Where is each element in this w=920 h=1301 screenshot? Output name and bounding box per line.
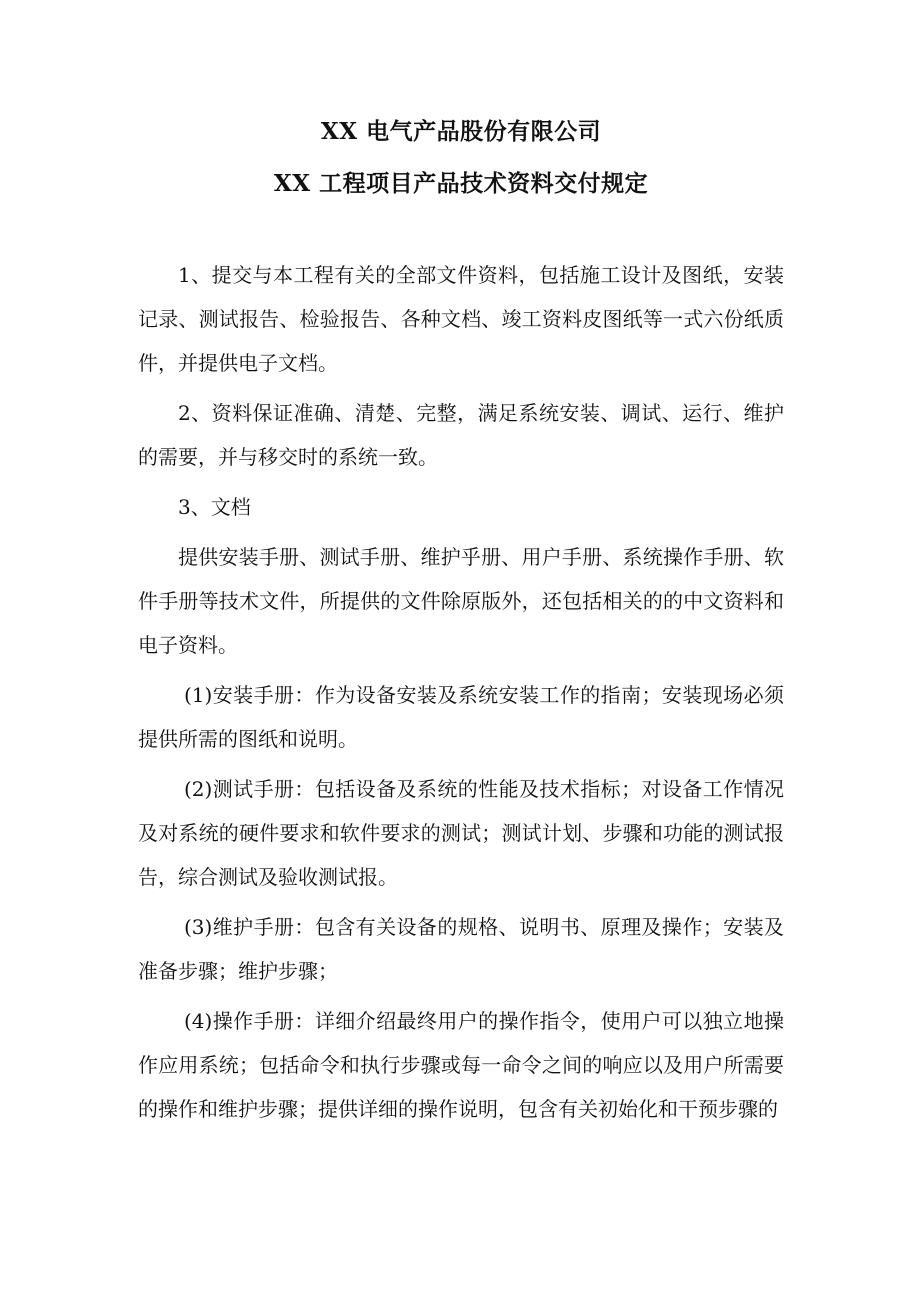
list-item-3: (3)维护手册：包含有关设备的规格、说明书、原理及操作；安装及准备步骤；维护步骤； bbox=[138, 915, 784, 984]
list-item-2: (2)测试手册：包括设备及系统的性能及技术指标；对设备工作情况及对系统的硬件要求和软件要求的测试；测试计划、步骤和功能的测试报告，综合测试及验收测试报。 bbox=[138, 777, 784, 890]
paragraph-3: 提供安装手册、测试手册、维护乎册、用户手册、系统操作手册、软件手册等技术文件，所提供的文件除原版外，还包括相关的的中文资料和电子资料。 bbox=[138, 545, 784, 658]
document-body bbox=[138, 253, 784, 1131]
paragraph-1: 1、提交与本工程有关的全部文件资料，包括施工设计及图纸，安装记录、测试报告、检验报告、各种文档、竣工资料皮图纸等一式六份纸质件，并提供电子文档。 bbox=[138, 263, 784, 376]
paragraph-2: 2、资料保证准确、清楚、完整，满足系统安装、调试、运行、维护的需要，并与移交时的系统一致。 bbox=[138, 401, 784, 470]
section-3-heading: 3、文档 bbox=[178, 495, 251, 520]
list-item-4: (4)操作手册：详细介绍最终用户的操作指令，使用户可以独立地操作应用系统；包括命令和执行步骤或每一命令之间的响应以及用户所需要的操作和维护步骤；提供详细的操作说明，包含有关初始化和干预步骤的 bbox=[138, 1009, 784, 1122]
list-item-1: (1)安装手册：作为设备安装及系统安装工作的指南；安装现场必须提供所需的图纸和说明。 bbox=[138, 683, 784, 752]
document-title: XX 工程项目产品技术资料交付规定 bbox=[273, 169, 649, 197]
company-name: XX 电气产品股份有限公司 bbox=[320, 118, 602, 145]
